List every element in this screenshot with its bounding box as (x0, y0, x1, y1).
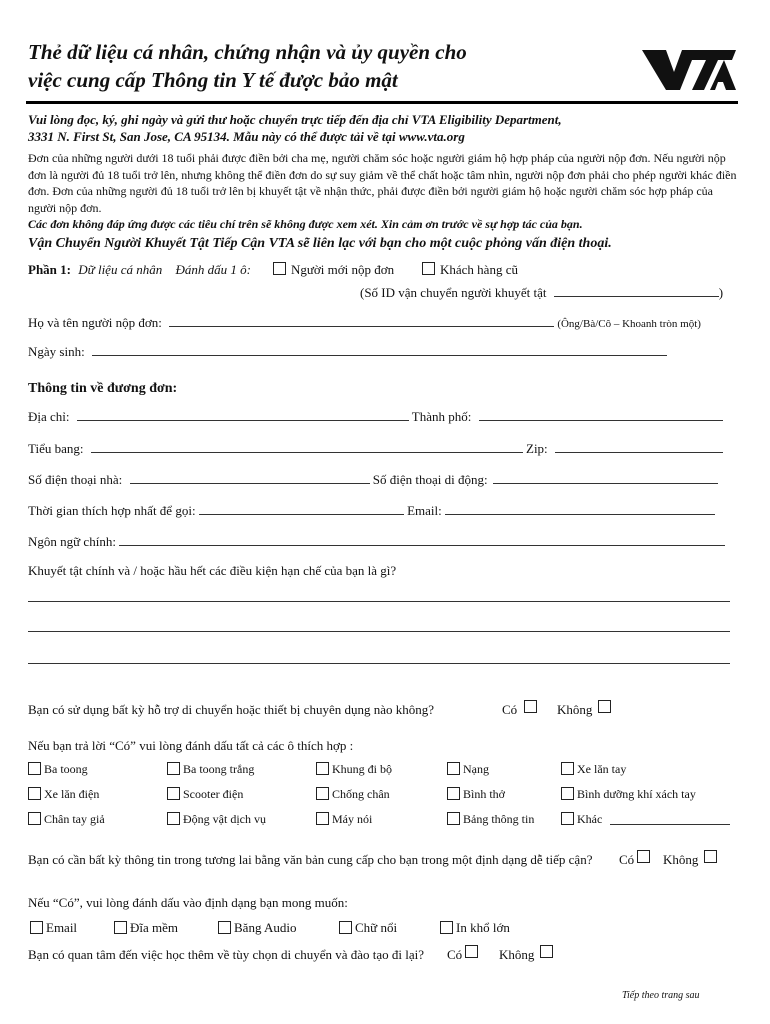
format-yes-label: Có (619, 852, 635, 867)
form-title-line2: việc cung cấp Thông tin Y tế được bảo mật (28, 68, 398, 92)
mobility-opt-2-0-checkbox[interactable] (28, 812, 41, 825)
zip-field[interactable] (555, 441, 723, 453)
mobility-opt-0-4-label: Xe lăn tay (577, 762, 627, 776)
disability-answer-line-3[interactable] (28, 663, 730, 664)
format-yes-checkbox[interactable] (637, 850, 650, 863)
mobility-opt-2-3-label: Bảng thông tin (463, 812, 535, 826)
mobility-other-field[interactable] (610, 824, 730, 825)
city-field[interactable] (479, 409, 723, 421)
training-yes-checkbox[interactable] (465, 945, 478, 958)
mobility-if-yes: Nếu bạn trả lời “Có” vui lòng đánh dấu tất cả các ô thích hợp : (28, 738, 354, 753)
mobility-opt-2-1-checkbox[interactable] (167, 812, 180, 825)
applicant-name-field[interactable] (169, 315, 554, 327)
format-question: Bạn có cần bất kỳ thông tin trong tương lai bằng văn bản cung cấp cho bạn trong một định dạng dễ tiếp cận? (28, 852, 593, 867)
mobility-opt-2-2-checkbox[interactable] (316, 812, 329, 825)
mobility-opt-1-0-checkbox[interactable] (28, 787, 41, 800)
mobility-no-checkbox[interactable] (598, 700, 611, 713)
format-opt-2-label: Băng Audio (234, 920, 297, 935)
check-one-label: Đánh dấu 1 ô: (175, 262, 251, 277)
mobile-phone-field[interactable] (493, 472, 718, 484)
returning-customer-label: Khách hàng cũ (440, 262, 518, 277)
format-opt-4-checkbox[interactable] (440, 921, 453, 934)
format-if-yes: Nếu “Có”, vui lòng đánh dấu vào định dạng bạn mong muốn: (28, 895, 348, 910)
training-no-checkbox[interactable] (540, 945, 553, 958)
home-phone-field[interactable] (130, 472, 370, 484)
format-opt-1-checkbox[interactable] (114, 921, 127, 934)
language-field[interactable] (119, 534, 725, 546)
mobility-opt-0-1-checkbox[interactable] (167, 762, 180, 775)
paratransit-id-close: ) (718, 285, 724, 300)
mobility-opt-1-1-checkbox[interactable] (167, 787, 180, 800)
paratransit-id-field[interactable] (554, 285, 719, 297)
eligibility-paragraph: Đơn của những người dưới 18 tuổi phải được điền bởi cha mẹ, người chăm sóc hoặc người giám hộ hợp pháp của người nộp đơn. Nếu người nộp đơn là người đủ 18 tuổi trở lên, nhưng không thể điền đơn do sự suy giảm về thể chất hoặc tâm nhìn, người nộp đơn phải cho phép người khác điền đơn. Đơn của những người đủ 18 tuổi trở lên bị khuyết tật về nhận thức, phải được điền bởi người giám hộ hoặc người chăm sóc hợp pháp của người nộp đơn. (28, 151, 737, 215)
part1-label: Phần 1: (28, 262, 71, 277)
mobility-opt-1-3-label: Bình thở (463, 787, 506, 801)
mobility-opt-0-1-label: Ba toong trắng (183, 762, 255, 776)
format-no-label: Không (663, 852, 699, 867)
mail-instructions-line1: Vui lòng đọc, ký, ghi ngày và gửi thư hoặc chuyển trực tiếp đến địa chỉ VTA Eligibility Department, (28, 112, 562, 127)
training-no-label: Không (499, 947, 535, 962)
header-rule (26, 101, 738, 104)
disability-answer-line-2[interactable] (28, 631, 730, 632)
part1-row (28, 262, 251, 278)
applicant-info-heading: Thông tin về đương đơn: (28, 381, 178, 396)
dob-field[interactable] (92, 344, 667, 356)
mobility-opt-0-3-checkbox[interactable] (447, 762, 460, 775)
format-opt-2-checkbox[interactable] (218, 921, 231, 934)
mobility-opt-2-4-checkbox[interactable] (561, 812, 574, 825)
phone-row (28, 472, 718, 488)
mobility-opt-0-3-label: Nạng (463, 762, 489, 776)
address-label: Địa chỉ: (28, 409, 70, 424)
new-applicant-checkbox[interactable] (273, 262, 286, 275)
training-question: Bạn có quan tâm đến việc học thêm về tùy chọn di chuyển và đào tạo đi lại? (28, 947, 425, 962)
city-label: Thành phố: (411, 409, 472, 424)
address-field[interactable] (77, 409, 409, 421)
best-time-field[interactable] (199, 503, 404, 515)
format-no-checkbox[interactable] (704, 850, 717, 863)
mobility-opt-0-0-checkbox[interactable] (28, 762, 41, 775)
mobility-yes-label: Có (502, 702, 518, 717)
form-title-line1: Thẻ dữ liệu cá nhân, chứng nhận và ủy quyền cho (28, 40, 467, 64)
returning-customer-checkbox[interactable] (422, 262, 435, 275)
mobility-question: Bạn có sử dụng bất kỳ hỗ trợ di chuyển hoặc thiết bị chuyên dụng nào không? (28, 702, 435, 717)
mobility-opt-0-0-label: Ba toong (44, 762, 88, 776)
criteria-notice: Các đơn không đáp ứng được các tiêu chí trên sẽ không được xem xét. Xin cảm ơn trước về sự hợp tác của bạn. (28, 217, 583, 231)
mobility-opt-0-2-label: Khung đi bộ (332, 762, 392, 776)
mobility-opt-0-4-checkbox[interactable] (561, 762, 574, 775)
format-opt-1-label: Đĩa mềm (130, 920, 179, 935)
state-field[interactable] (91, 441, 523, 453)
zip-label: Zip: (526, 441, 548, 456)
mail-instructions-line2: 3331 N. First St, San Jose, CA 95134. Mẫu này có thể được tải về tại www.vta.org (28, 129, 465, 144)
mobility-opt-1-4-label: Bình dưỡng khí xách tay (577, 787, 696, 801)
applicant-name-row (28, 315, 701, 331)
mobility-opt-2-3-checkbox[interactable] (447, 812, 460, 825)
dob-row (28, 344, 667, 360)
best-time-label: Thời gian thích hợp nhất để gọi: (28, 503, 196, 518)
mobility-opt-2-1-label: Động vật dịch vụ (183, 812, 266, 826)
paratransit-id-row (360, 285, 723, 301)
disability-question: Khuyết tật chính và / hoặc hầu hết các điều kiện hạn chế của bạn là gì? (28, 563, 397, 578)
disability-answer-line-1[interactable] (28, 601, 730, 602)
mobility-yes-checkbox[interactable] (524, 700, 537, 713)
mobility-opt-2-2-label: Máy nói (332, 812, 373, 826)
email-field[interactable] (445, 503, 715, 515)
mobility-opt-2-0-label: Chân tay giả (44, 812, 105, 826)
state-label: Tiểu bang: (28, 441, 84, 456)
training-yes-label: Có (447, 947, 463, 962)
format-opt-3-label: Chữ nổi (355, 920, 398, 935)
paratransit-id-label: (Số ID vận chuyển người khuyết tật (360, 285, 547, 300)
applicant-name-label: Họ và tên người nộp đơn: (28, 315, 162, 330)
best-time-row (28, 503, 715, 519)
home-phone-label: Số điện thoại nhà: (28, 472, 123, 487)
format-opt-0-checkbox[interactable] (30, 921, 43, 934)
address-row (28, 409, 723, 425)
mobility-opt-1-0-label: Xe lăn điện (44, 787, 100, 801)
new-applicant-label: Người mới nộp đơn (291, 262, 395, 277)
email-label: Email: (407, 503, 442, 518)
mobility-opt-1-2-checkbox[interactable] (316, 787, 329, 800)
mobility-opt-1-2-label: Chống chân (332, 787, 390, 801)
format-opt-4-label: In khổ lớn (456, 920, 510, 935)
mobile-phone-label: Số điện thoại di động: (372, 472, 488, 487)
format-opt-3-checkbox[interactable] (339, 921, 352, 934)
interview-notice: Vận Chuyển Người Khuyết Tật Tiếp Cận VTA sẽ liên lạc với bạn cho một cuộc phỏng vấn điện thoại. (28, 236, 612, 251)
mobility-opt-0-2-checkbox[interactable] (316, 762, 329, 775)
mobility-opt-1-3-checkbox[interactable] (447, 787, 460, 800)
state-row (28, 441, 723, 457)
title-circle-note: (Ông/Bà/Cô – Khoanh tròn một) (557, 318, 701, 330)
language-label: Ngôn ngữ chính: (28, 534, 116, 549)
language-row (28, 534, 725, 550)
vta-logo (640, 46, 736, 94)
format-opt-0-label: Email (46, 920, 78, 935)
continued-note: Tiếp theo trang sau (622, 990, 700, 1001)
mobility-no-label: Không (557, 702, 593, 717)
dob-label: Ngày sinh: (28, 344, 85, 359)
mobility-opt-1-1-label: Scooter điện (183, 787, 244, 801)
mobility-opt-2-4-label: Khác (577, 812, 603, 826)
mobility-opt-1-4-checkbox[interactable] (561, 787, 574, 800)
part1-subtitle: Dữ liệu cá nhân (78, 262, 163, 277)
